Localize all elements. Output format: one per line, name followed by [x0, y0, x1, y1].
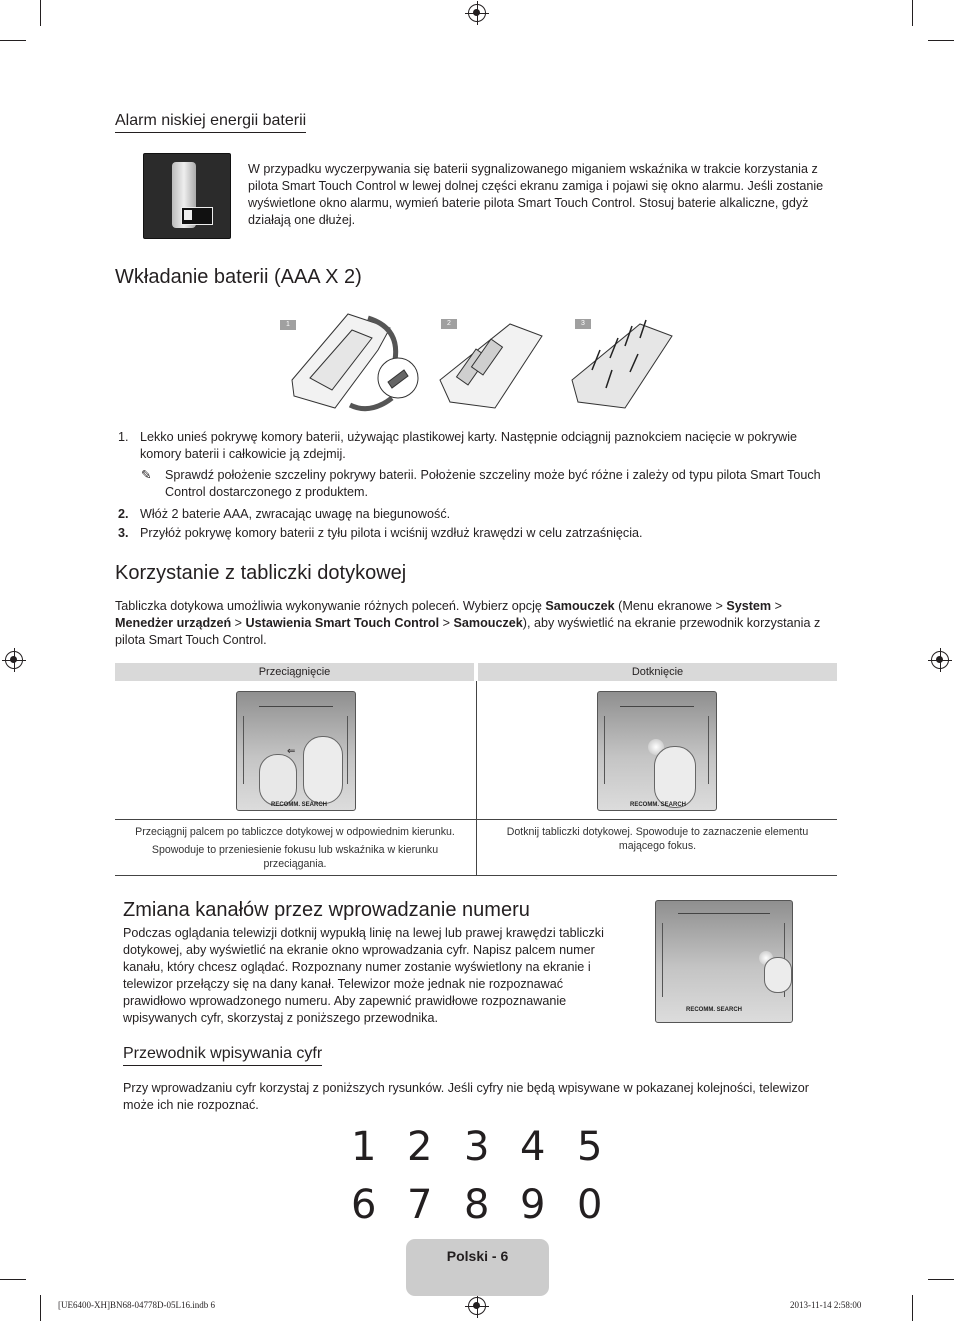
figure-label: 3 — [575, 319, 591, 329]
touchpad-drag-illustration: ⇐ RECOMM. SEARCH — [236, 691, 356, 811]
figure-label: 1 — [280, 320, 296, 330]
touchpad-channel-illustration — [655, 900, 793, 1023]
timestamp: 2013-11-14 2:58:00 — [790, 1300, 862, 1310]
table-header-touch: Dotknięcie — [478, 663, 837, 681]
touch-caption: Dotknij tabliczki dotykowej. Spowoduje to zaznaczenie elementu mającego fokus. — [506, 826, 809, 852]
step-text: Włóż 2 baterie AAA, zwracając uwagę na biegunowość. — [140, 507, 451, 521]
pad-label: RECOMM. SEARCH — [271, 802, 328, 808]
digit-guide-1: 1 — [351, 1124, 377, 1170]
crop-mark — [928, 1279, 954, 1280]
pad-label: RECOMM. SEARCH — [686, 1007, 743, 1013]
crop-mark — [40, 0, 41, 26]
remote-drawing — [280, 310, 680, 420]
table-divider — [115, 875, 837, 876]
touchpad-intro: Tabliczka dotykowa umożliwia wykonywanie różnych poleceń. Wybierz opcję Samouczek (Menu ekranowe > System > Menedżer urządzeń > Ustawienia Smart Touch Control > Samouczek), aby wyświetlić na ekranie przewodnik korzystania z pilota Smart Touch Control. — [115, 599, 821, 647]
digit-guide-9: 9 — [520, 1182, 546, 1228]
registration-mark-icon — [5, 651, 23, 669]
note-pencil-icon: ✎ — [141, 468, 152, 482]
battery-alarm-text: W przypadku wyczerpywania się baterii sygnalizowanego miganiem wskaźnika w trakcie korzystania z pilota Smart Touch Control w lewej dolnej części ekranu zamiga i pojawi się okno alarmu. Jeśli zostanie wyświetlone okno alarmu, wymień baterie pilota Smart Touch Control. Stosuj baterie alkaliczne, gdyż działają one dłużej. — [248, 162, 824, 227]
step-number: 3. — [118, 526, 129, 540]
table-header-drag: Przeciągnięcie — [115, 663, 474, 681]
battery-alarm-heading: Alarm niskiej energii baterii — [115, 112, 306, 133]
registration-mark-icon — [931, 651, 949, 669]
figure-label: 2 — [441, 319, 457, 329]
channel-text: Podczas oglądania telewizji dotknij wypukłą linię na lewej lub prawej krawędzi tabliczki dotykowej, aby wyświetlić na ekranie okno wprowadzania cyfr. Napisz palcem numer kanału, który chcesz oglądać. Rozpoznany numer zostanie wyświetlony na ekranie i telewizor przełączy się na dany kanał. Telewizor może jednak nie rozpoznawać prawidłowo wprowadzonego numeru. Aby zapewnić prawidłowe rozpoznawanie wpisywanych cyfr, skorzystaj z poniższego przewodnika. — [123, 926, 604, 1025]
digit-guide-2: 2 — [407, 1124, 433, 1170]
step-number: 1. — [118, 430, 129, 444]
crop-mark — [0, 40, 26, 41]
page-number-label: Polski - 6 — [446, 1248, 509, 1264]
digit-guide-6: 6 — [351, 1182, 377, 1228]
digit-guide-0: 0 — [577, 1182, 603, 1228]
drag-caption-1: Przeciągnij palcem po tabliczce dotykowej w odpowiednim kierunku. — [135, 826, 455, 838]
digit-guide-5: 5 — [577, 1124, 603, 1170]
registration-mark-icon — [468, 4, 486, 22]
file-info: [UE6400-XH]BN68-04778D-05L16.indb 6 — [58, 1300, 215, 1310]
table-divider — [476, 681, 477, 875]
crop-mark — [928, 40, 954, 41]
drag-caption-2: Spowoduje to przeniesienie fokusu lub wskaźnika w kierunku przeciągania. — [151, 844, 439, 870]
digit-guide-4: 4 — [520, 1124, 546, 1170]
crop-mark — [912, 1295, 913, 1321]
low-battery-icon — [143, 153, 231, 239]
crop-mark — [912, 0, 913, 26]
page-number-tab — [406, 1239, 549, 1296]
digit-guide-7: 7 — [407, 1182, 433, 1228]
touchpad-tap-illustration — [597, 691, 717, 811]
step-text: Lekko unieś pokrywę komory baterii, używając plastikowej karty. Następnie odciągnij paznokciem nacięcie w pokrywie komory baterii i całkowicie ją zdejmij. — [140, 430, 798, 461]
crop-mark — [40, 1295, 41, 1321]
channel-heading: Zmiana kanałów przez wprowadzanie numeru — [123, 899, 530, 921]
step-number: 2. — [118, 507, 129, 521]
battery-insertion-illustration — [280, 310, 680, 420]
note-text: Sprawdź położenie szczeliny pokrywy baterii. Położenie szczeliny może być różne i zależy od typu pilota Smart Touch Control dostarczonego z produktem. — [165, 468, 821, 499]
digit-guide-8: 8 — [464, 1182, 490, 1228]
touchpad-heading: Korzystanie z tabliczki dotykowej — [115, 562, 407, 584]
digits-guide-text: Przy wprowadzaniu cyfr korzystaj z poniższych rysunków. Jeśli cyfry nie będą wpisywane w pokazanej kolejności, telewizor może ich nie rozpoznać. — [123, 1081, 809, 1112]
crop-mark — [0, 1279, 26, 1280]
digits-guide-heading: Przewodnik wpisywania cyfr — [123, 1045, 322, 1066]
insert-batteries-heading: Wkładanie baterii (AAA X 2) — [115, 266, 362, 288]
digit-guide-3: 3 — [464, 1124, 490, 1170]
step-text: Przyłóż pokrywę komory baterii z tyłu pilota i wciśnij wzdłuż krawędzi w celu zatrzaśnięcia. — [140, 526, 643, 540]
registration-mark-icon — [468, 1297, 486, 1315]
pad-label: RECOMM. SEARCH — [630, 802, 687, 808]
